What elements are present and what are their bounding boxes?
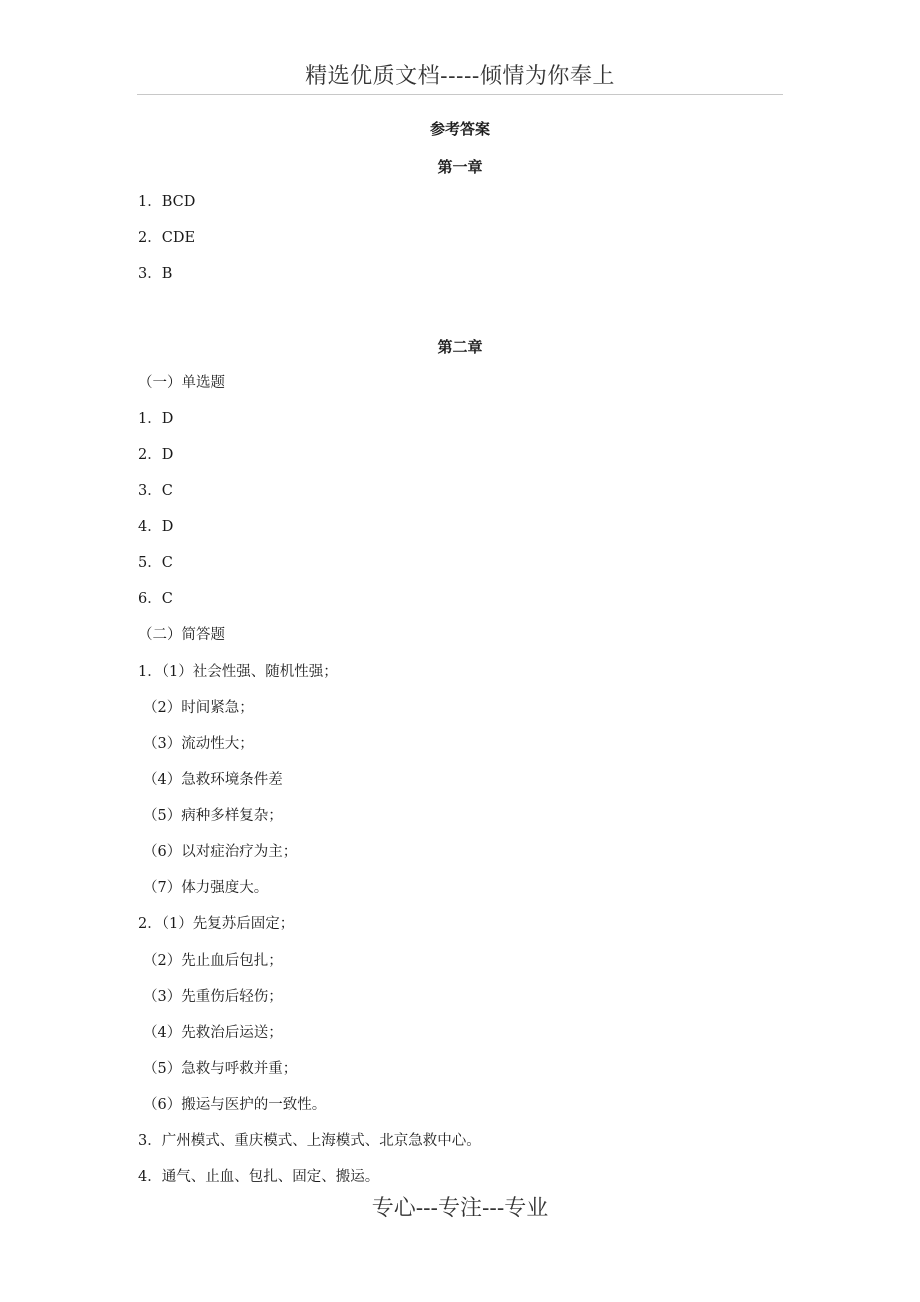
short-answer-line: （4）急救环境条件差 [143,772,283,788]
short-answer-line: （2）时间紧急； [143,700,254,716]
chapter-1-answer-2: 2．CDE [138,230,196,246]
section-short-answer-title: （二）简答题 [138,627,225,643]
short-answer-line: （3）先重伤后轻伤； [143,989,283,1005]
page-header: 精选优质文档-----倾情为你奉上 [305,64,615,89]
short-answer-line: 2．（1）先复苏后固定； [138,916,295,932]
chapter-1-title: 第一章 [437,158,483,176]
single-choice-answer-6: 6．C [138,591,173,607]
short-answer-line: 4．通气、止血、包扎、固定、搬运。 [138,1169,380,1185]
chapter-1-answer-1: 1．BCD [138,194,196,210]
short-answer-line: （6）以对症治疗为主； [143,844,298,860]
single-choice-answer-4: 4．D [138,519,174,535]
single-choice-answer-1: 1．D [138,411,174,427]
single-choice-answer-5: 5．C [138,555,173,571]
short-answer-line: 3．广州模式、重庆模式、上海模式、北京急救中心。 [138,1133,481,1149]
single-choice-answer-3: 3．C [138,483,173,499]
chapter-2-title: 第二章 [437,338,483,356]
short-answer-line: （6）搬运与医护的一致性。 [143,1097,327,1113]
section-single-choice-title: （一）单选题 [138,375,225,391]
short-answer-line: 1．（1）社会性强、随机性强； [138,664,338,680]
header-divider [137,94,783,95]
short-answer-line: （2）先止血后包扎； [143,953,283,969]
short-answer-line: （5）急救与呼救并重； [143,1061,298,1077]
short-answer-line: （5）病种多样复杂； [143,808,283,824]
single-choice-answer-2: 2．D [138,447,174,463]
short-answer-line: （4）先救治后运送； [143,1025,283,1041]
short-answer-line: （7）体力强度大。 [143,880,269,896]
short-answer-line: （3）流动性大； [143,736,254,752]
chapter-1-answer-3: 3．B [138,266,173,282]
page-footer: 专心---专注---专业 [371,1196,549,1221]
document-title: 参考答案 [429,120,490,138]
